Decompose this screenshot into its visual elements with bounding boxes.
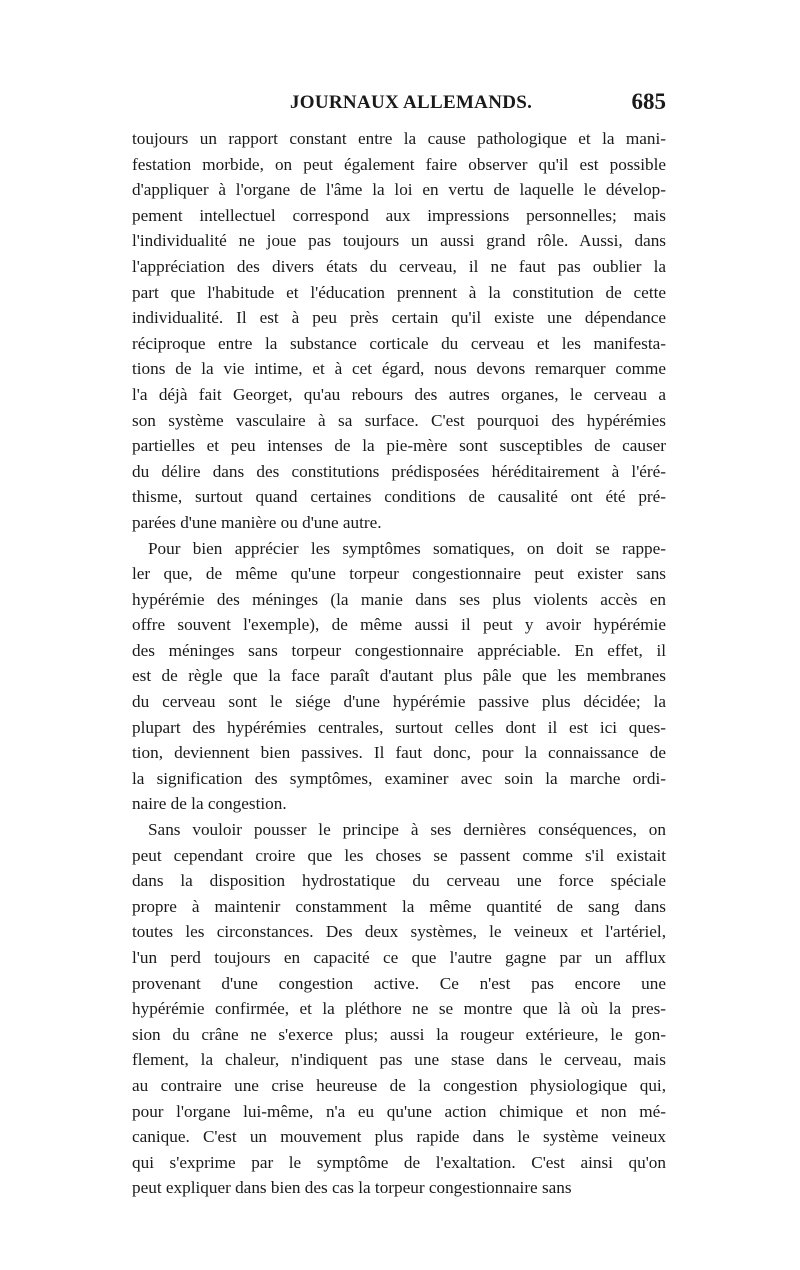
text-line: thisme, surtout quand certaines conditions de causalité ont été pré-	[132, 487, 666, 507]
page-number: 685	[631, 89, 666, 114]
text-line: d'appliquer à l'organe de l'âme la loi en vertu de laquelle le dévelop-	[132, 180, 666, 200]
text-line: peut cependant croire que les choses se passent comme s'il existait	[132, 845, 666, 865]
text-line: hypérémie confirmée, et la pléthore ne se montre que là où la pres-	[132, 999, 666, 1019]
text-line: tions de la vie intime, et à cet égard, nous devons remarquer comme	[132, 359, 666, 379]
text-line: l'appréciation des divers états du cerveau, il ne faut pas oublier la	[132, 256, 666, 276]
text-line: l'individualité ne joue pas toujours un aussi grand rôle. Aussi, dans	[132, 231, 666, 251]
body-text	[132, 126, 666, 1201]
text-line: du cerveau sont le siége d'une hypérémie passive plus décidée; la	[132, 692, 666, 712]
text-line: est de règle que la face paraît d'autant plus pâle que les membranes	[132, 666, 666, 686]
paragraph	[132, 536, 666, 818]
text-line: du délire dans des constitutions prédisposées héréditairement à l'éré-	[132, 461, 666, 481]
text-line: qui s'exprime par le symptôme de l'exaltation. C'est ainsi qu'on	[132, 1152, 666, 1172]
text-line: l'a déjà fait Georget, qu'au rebours des autres organes, le cerveau a	[132, 384, 666, 404]
text-line: Sans vouloir pousser le principe à ses dernières conséquences, on	[148, 820, 666, 840]
text-line: ler que, de même qu'une torpeur congestionnaire peut exister sans	[132, 564, 666, 584]
text-line: canique. C'est un mouvement plus rapide dans le système veineux	[132, 1127, 666, 1147]
text-line: plupart des hypérémies centrales, surtout celles dont il est ici ques-	[132, 717, 666, 737]
text-line: au contraire une crise heureuse de la congestion physiologique qui,	[132, 1075, 666, 1095]
text-line: hypérémie des méninges (la manie dans ses plus violents accès en	[132, 589, 666, 609]
text-line: offre souvent l'exemple), de même aussi il peut y avoir hypérémie	[132, 615, 666, 635]
text-line: individualité. Il est à peu près certain qu'il existe une dépendance	[132, 308, 666, 328]
text-line: tion, deviennent bien passives. Il faut donc, pour la connaissance de	[132, 743, 666, 763]
text-line: provenant d'une congestion active. Ce n'est pas encore une	[132, 973, 666, 993]
running-head: JOURNAUX ALLEMANDS.	[290, 92, 533, 113]
text-line: toutes les circonstances. Des deux systèmes, le veineux et l'artériel,	[132, 922, 666, 942]
text-line: parées d'une manière ou d'une autre.	[132, 512, 382, 532]
text-line: pour l'organe lui-même, n'a eu qu'une action chimique et non mé-	[132, 1101, 666, 1121]
text-line: festation morbide, on peut également faire observer qu'il est possible	[132, 154, 666, 174]
text-line: réciproque entre la substance corticale du cerveau et les manifesta-	[132, 333, 666, 353]
paragraph	[132, 126, 666, 536]
text-line: l'un perd toujours en capacité ce que l'autre gagne par un afflux	[132, 948, 666, 967]
text-line: dans la disposition hydrostatique du cerveau une force spéciale	[132, 871, 666, 891]
text-line: son système vasculaire à sa surface. C'est pourquoi des hypérémies	[132, 410, 666, 430]
text-line: peut expliquer dans bien des cas la torpeur congestionnaire sans	[132, 1178, 572, 1198]
text-line: toujours un rapport constant entre la cause pathologique et la mani-	[132, 129, 666, 148]
text-line: part que l'habitude et l'éducation prennent à la constitution de cette	[132, 282, 666, 302]
text-line: pement intellectuel correspond aux impressions personnelles; mais	[132, 205, 666, 225]
text-line: partielles et peu intenses de la pie-mère sont susceptibles de causer	[132, 436, 666, 456]
text-line: flement, la chaleur, n'indiquent pas une stase dans le cerveau, mais	[132, 1050, 666, 1070]
text-line: propre à maintenir constamment la même quantité de sang dans	[132, 896, 666, 916]
page-header	[132, 89, 666, 120]
text-line: sion du crâne ne s'exerce plus; aussi la rougeur extérieure, le gon-	[132, 1024, 666, 1044]
text-line: la signification des symptômes, examiner avec soin la marche ordi-	[132, 768, 666, 788]
paragraph	[132, 817, 666, 1201]
text-line: naire de la congestion.	[132, 794, 287, 814]
text-line: des méninges sans torpeur congestionnaire appréciable. En effet, il	[132, 640, 666, 660]
text-line: Pour bien apprécier les symptômes somatiques, on doit se rappe-	[148, 538, 666, 558]
